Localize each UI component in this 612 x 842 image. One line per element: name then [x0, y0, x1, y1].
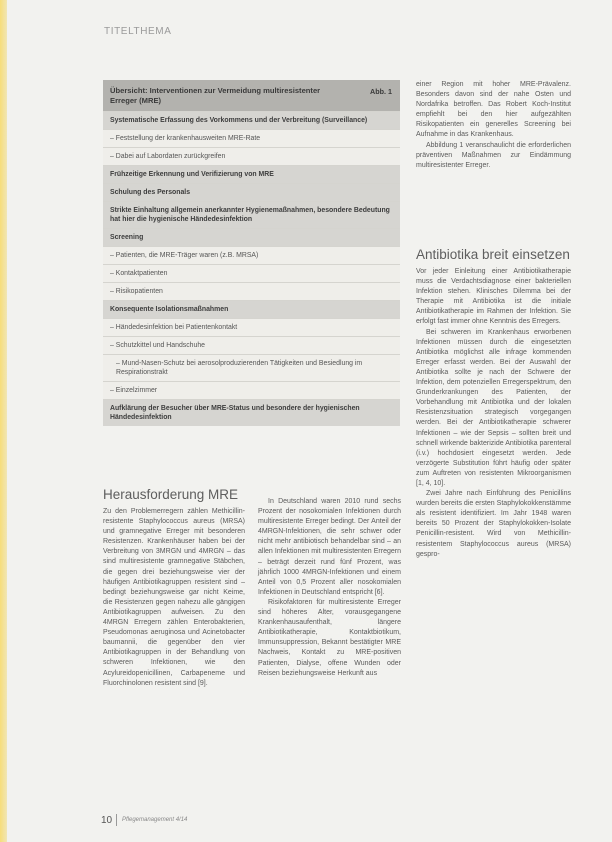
- section-label: TITELTHEMA: [104, 26, 172, 37]
- right-column-top: [416, 80, 571, 171]
- infobox-row: – Risikopatienten: [103, 282, 400, 300]
- paragraph: Zwei Jahre nach Einführung des Penicillins wurden bereits die ersten Staphylokokkenstämme als resistent identifiziert. Im Jahr 1948 waren bereits 50 Prozent der Staphylokokken-Isolate Penicillin-resistent. Wird von Methicillin-resistentem Staphylococcus aureus (MRSA) gespro-: [416, 490, 571, 558]
- footer-divider: [116, 814, 117, 826]
- infobox-row: – Kontaktpatienten: [103, 264, 400, 282]
- infobox-header: [103, 80, 400, 111]
- infobox-row: Schulung des Personals: [103, 183, 400, 201]
- middle-column: [258, 497, 401, 679]
- infobox-row: – Mund-Nasen-Schutz bei aerosolproduzierenden Tätigkeiten und Besiedlung im Respirationstrakt: [103, 354, 400, 381]
- infobox-row: Screening: [103, 228, 400, 246]
- paragraph: In Deutschland waren 2010 rund sechs Prozent der nosokomialen Infektionen durch multiresistente Erreger bedingt. Der Anteil der 4MRGN-Infektionen, die sehr schwer oder nicht mehr antibiotisch behandelbar sind – an allen Infektionen mit multiresistenten Erregern – beträgt derzeit rund fünf Prozent, was jährlich 1000 4MRGN-Infektionen und einem Anteil von 0,5 Prozent aller nosokomialen Infektionen in Deutschland entspricht [6].: [258, 498, 401, 596]
- right-column-section: [416, 247, 571, 560]
- infobox-title: Übersicht: Interventionen zur Vermeidung multiresistenter Erreger (MRE): [110, 86, 321, 105]
- infobox-row: – Dabei auf Labordaten zurückgreifen: [103, 147, 400, 165]
- interventions-infobox: [103, 80, 400, 426]
- infobox-row: Strikte Einhaltung allgemein anerkannter Hygienemaßnahmen, besondere Bedeutung hat hier die hygienische Händedesinfektion: [103, 201, 400, 228]
- infobox-row: Konsequente Isolationsmaßnahmen: [103, 300, 400, 318]
- section-heading: Herausforderung MRE: [103, 487, 239, 502]
- infobox-row: – Händedesinfektion bei Patientenkontakt: [103, 318, 400, 336]
- paragraph: Abbildung 1 veranschaulicht die erforderlichen präventiven Maßnahmen zur Eindämmung multiresistenter Erreger.: [416, 141, 571, 169]
- infobox-row: – Schutzkittel und Handschuhe: [103, 336, 400, 354]
- paragraph: einer Region mit hoher MRE-Prävalenz. Besonders davon sind der nahe Osten und Nordafrika betroffen. Das Robert Koch-Institut empfiehlt bei den hier aufgezählten Risikopatienten ein generelles Screening bei Aufnahme in das Krankenhaus.: [416, 81, 571, 139]
- infobox-row: – Feststellung der krankenhausweiten MRE-Rate: [103, 129, 400, 147]
- infobox-row: Systematische Erfassung des Vorkommens und der Verbreitung (Surveillance): [103, 111, 400, 129]
- paragraph: Zu den Problemerregern zählen Methicillin-resistente Staphylococcus aureus (MRSA) und gramnegative Erreger mit besonderen Resistenzen. Krankenhäuser haben bei der Verbreitung von 3MRGN und 4MRGN – das sind multiresistente gramnegative Stäbchen, die gegen drei beziehungsweise vier der häufigen Antibiotikagruppen resistent sind – bedingt beziehungsweise gar nicht Keime, die Resistenzen gegen nahezu alle gängigen Antibiotikagruppen aufweisen. Zu den 4MRGN Erregern zählen Enterobakterien, Pseudomonas aeruginosa und Acinetobacter baumannii, die gegenüber den vier Antibiotikagruppen in der Behandlung von schweren Infektionen, wie den Acylureidopenicillinen, Carbapeneme und Fluorchinolonen resistent sind [9].: [103, 508, 245, 687]
- paragraph: Vor jeder Einleitung einer Antibiotikatherapie muss die Verdachtsdiagnose einer bakteriellen Infektion stehen. Klinisches Dilemma bei der Therapie mit Antibiotika ist die initiale Antibiotikatherapie im Rahmen der Infektion. Sie erfolgt fast immer ohne Kenntnis des Erregers.: [416, 268, 571, 326]
- section-heading: Antibiotika breit einsetzen: [416, 247, 570, 262]
- paragraph: Bei schweren im Krankenhaus erworbenen Infektionen müssen durch die eingesetzten Antibiotika möglichst alle infrage kommenden Erreger erfasst werden. Bei der Auswahl der Antibiotika sollte je nach der Schwere der Infektion, dem potenziellen Erregerspektrum, den Grunderkrankungen des Patienten, der Vorbehandlung mit Antibiotika und der lokalen Resistenzsituation strategisch vorgegangen werden. Bei der Antibiotikatherapie schwerer Infektionen – wie der Sepsis – sollten breit und schnell wirkende bakterizide Antibiotika parenteral (i.v.) hochdosiert eingesetzt werden. Jede verzögerte Substitution führt häufig oder später zum Auftreten von resistenten Mikroorganismen [1, 4, 10].: [416, 328, 571, 487]
- infobox-row: Aufklärung der Besucher über MRE-Status und besondere der hygienischen Händedesinfektion: [103, 399, 400, 426]
- infobox-row: – Einzelzimmer: [103, 381, 400, 399]
- infobox-row: Frühzeitige Erkennung und Verifizierung von MRE: [103, 165, 400, 183]
- left-column: [103, 487, 245, 689]
- infobox-rows: [103, 111, 400, 426]
- page-edge-strip: [0, 0, 7, 842]
- infobox-row: – Patienten, die MRE-Träger waren (z.B. MRSA): [103, 246, 400, 264]
- page-number: 10: [101, 815, 113, 826]
- infobox-figure-tag: Abb. 1: [370, 87, 392, 96]
- paragraph: Risikofaktoren für multiresistente Erreger sind höheres Alter, vorausgegangene Krankenhausaufenthalt, längere Antibiotikatherapie, Kontaktbiotikum, Immunsuppression, Bekannt bestätigter MRE Nachweis, Kontakt zu MRE-positiven Patienten, Dialyse, offene Wunden oder Reisen beziehungsweise Herkunft aus: [258, 598, 401, 677]
- publication-name: Pflegemanagement 4/14: [122, 817, 188, 823]
